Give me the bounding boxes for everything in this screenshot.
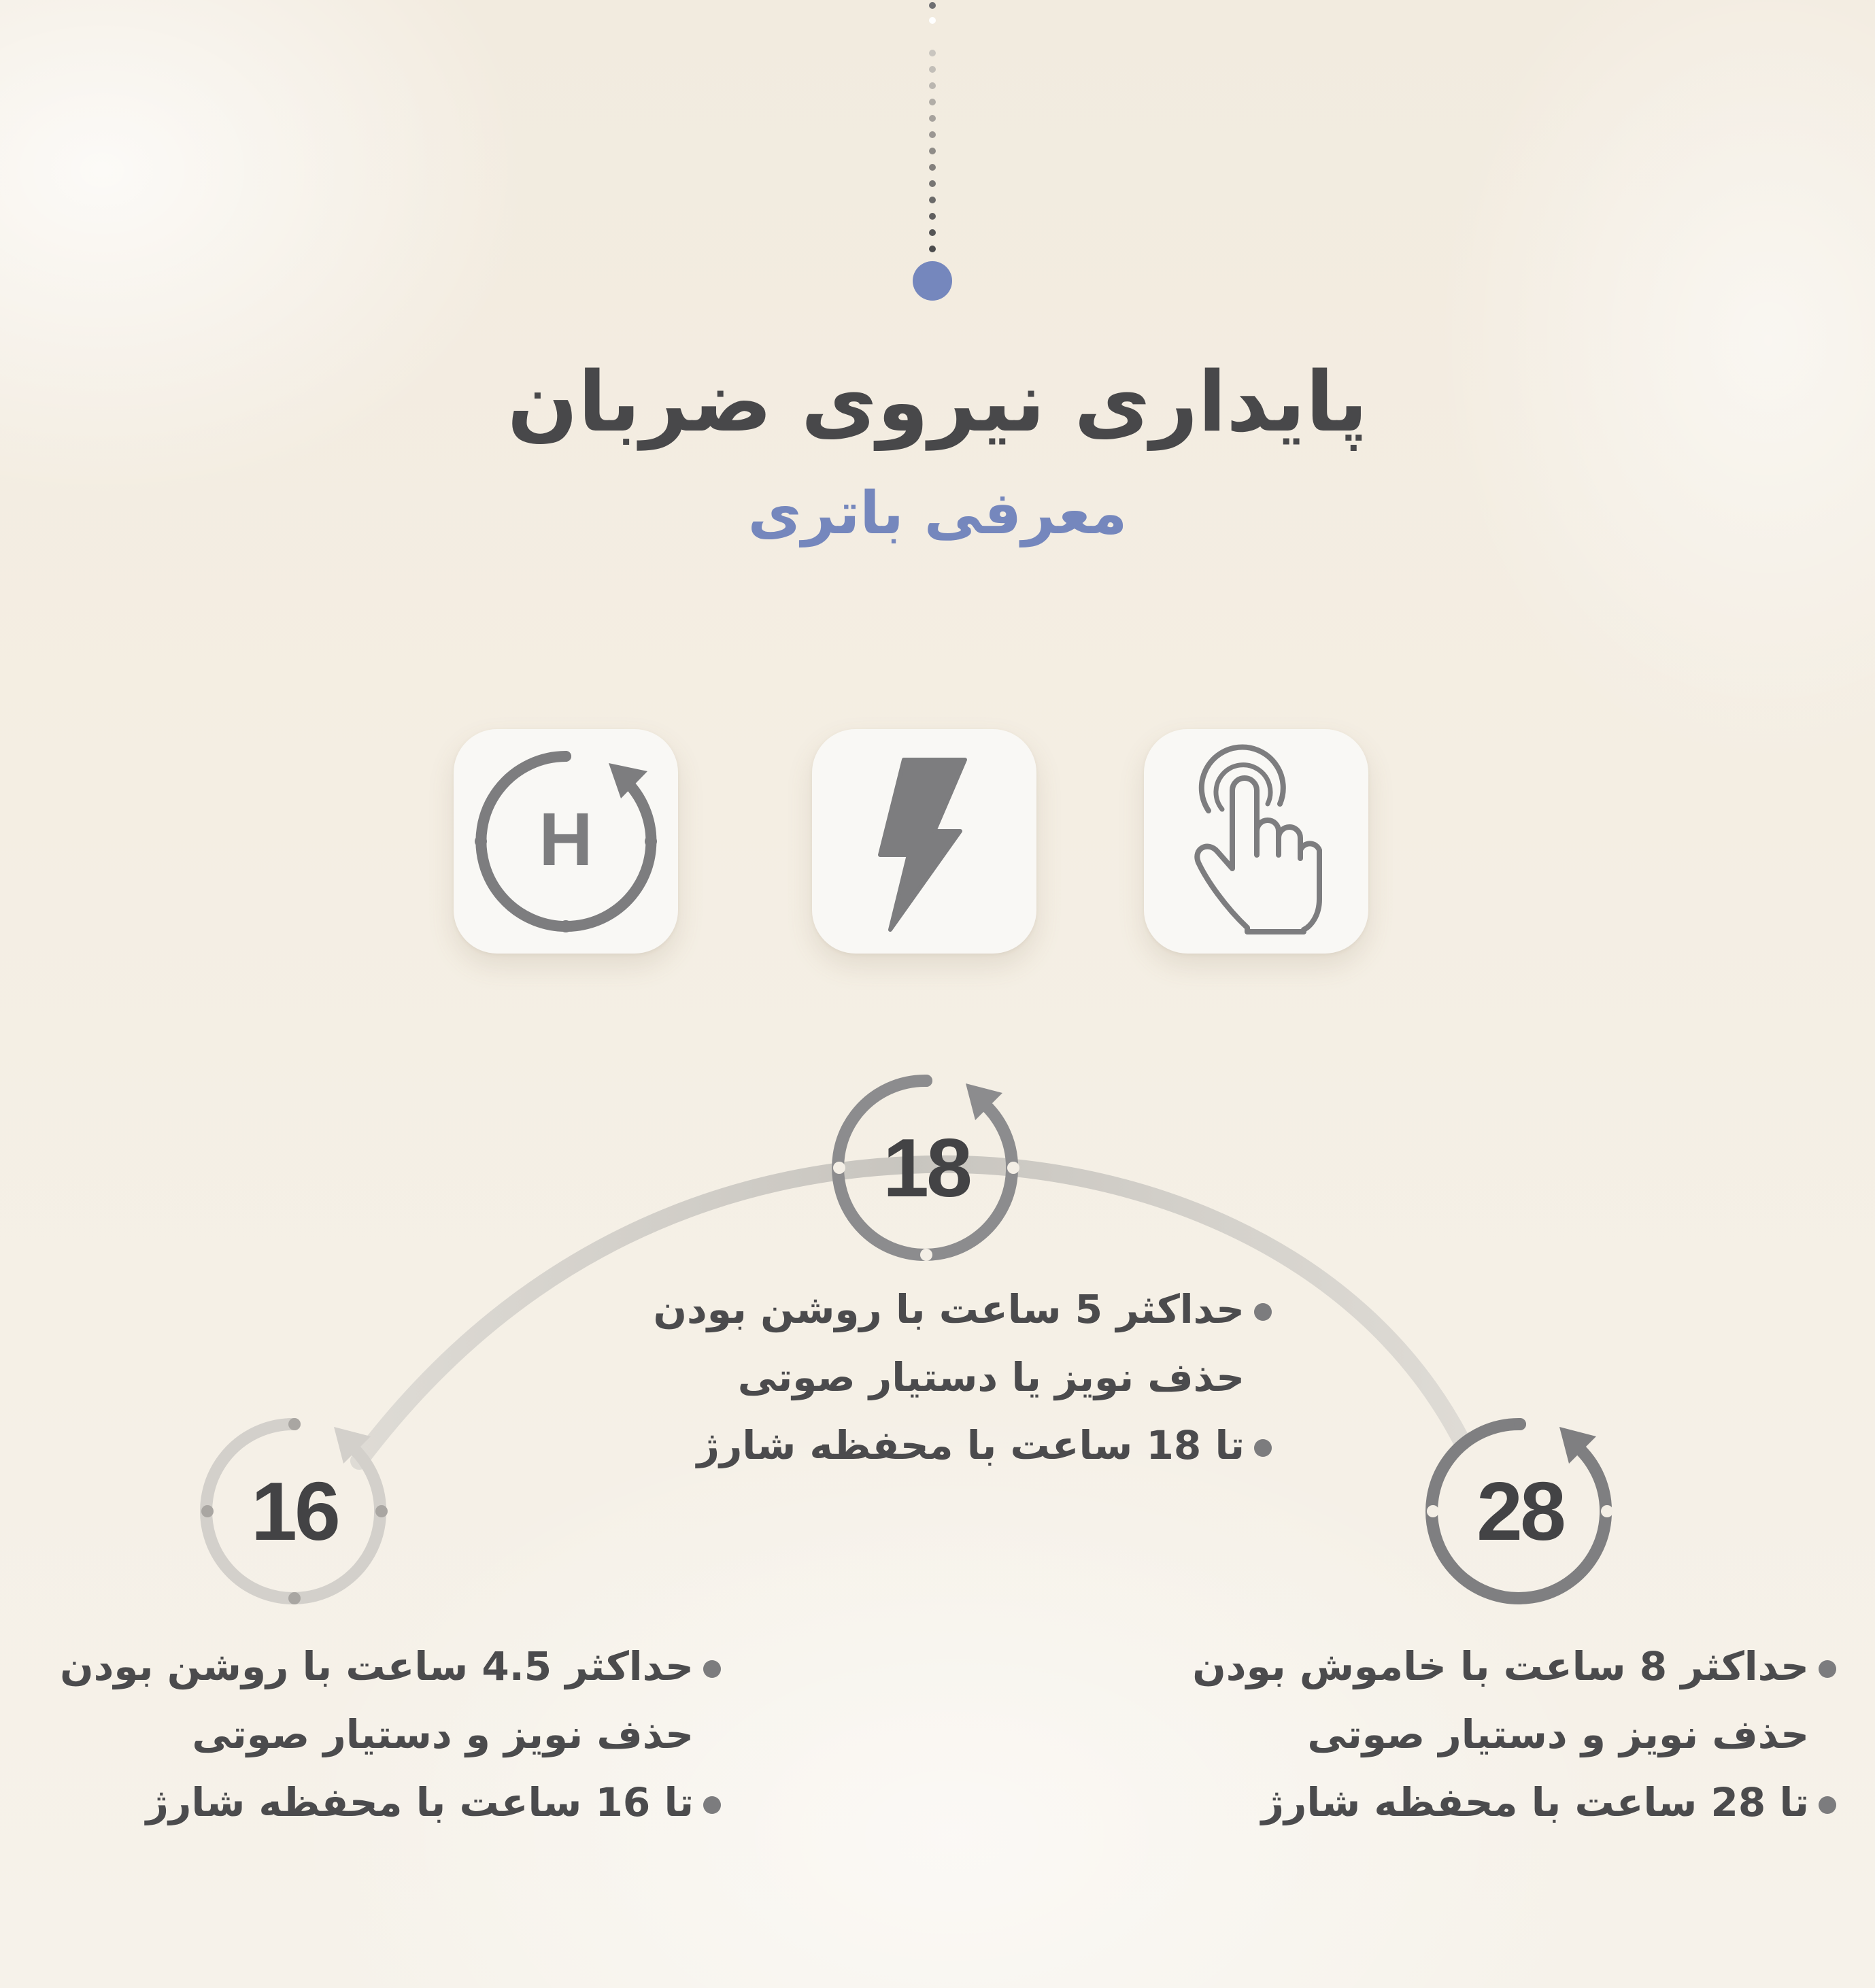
desc-line: تا 16 ساعت با محفظه شارژ <box>54 1768 721 1836</box>
badge-number: 28 <box>1476 1465 1564 1557</box>
bullet-dot <box>1819 1796 1836 1814</box>
h-cycle-icon <box>454 729 678 954</box>
desc-line: حداکثر 4.5 ساعت با روشن بودن <box>54 1632 721 1700</box>
badge-number: 16 <box>251 1465 338 1557</box>
desc-line: حذف نویز یا دستیار صوتی <box>737 1354 1245 1400</box>
top-connector-decoration <box>0 0 1875 313</box>
bullet-dot <box>1254 1303 1272 1321</box>
lightning-bolt-icon <box>812 729 1036 954</box>
desc-line: حداکثر 5 ساعت با روشن بودن <box>612 1275 1272 1343</box>
badge-number: 18 <box>883 1122 970 1214</box>
desc-line: حداکثر 8 ساعت با خاموش بودن <box>1204 1632 1836 1700</box>
bullet-dot <box>1819 1660 1836 1678</box>
battery-badge-18 <box>824 1066 1028 1270</box>
desc-line: حذف نویز و دستیار صوتی <box>192 1711 694 1757</box>
feature-tile-lightning <box>812 729 1036 954</box>
battery-desc-28 <box>1192 1632 1836 1836</box>
battery-desc-16 <box>54 1632 721 1836</box>
bullet-dot <box>1254 1439 1272 1457</box>
page-title: پایداری نیروی ضربان <box>507 354 1368 450</box>
feature-tile-touch <box>1144 729 1368 954</box>
svg-text:H: H <box>539 798 593 881</box>
desc-line: تا 18 ساعت با محفظه شارژ <box>612 1411 1272 1479</box>
battery-desc-18 <box>612 1275 1272 1479</box>
feature-tile-h-cycle <box>454 729 678 954</box>
battery-badge-28 <box>1418 1409 1622 1613</box>
desc-line: تا 28 ساعت با محفظه شارژ <box>1204 1768 1836 1836</box>
top-accent-dot <box>913 261 952 301</box>
page-subtitle: معرفی باتری <box>747 479 1128 547</box>
bullet-dot <box>703 1796 721 1814</box>
desc-line: حذف نویز و دستیار صوتی <box>1307 1711 1809 1757</box>
battery-badge-16 <box>192 1409 396 1613</box>
touch-hand-icon <box>1144 729 1368 954</box>
bullet-dot <box>703 1660 721 1678</box>
